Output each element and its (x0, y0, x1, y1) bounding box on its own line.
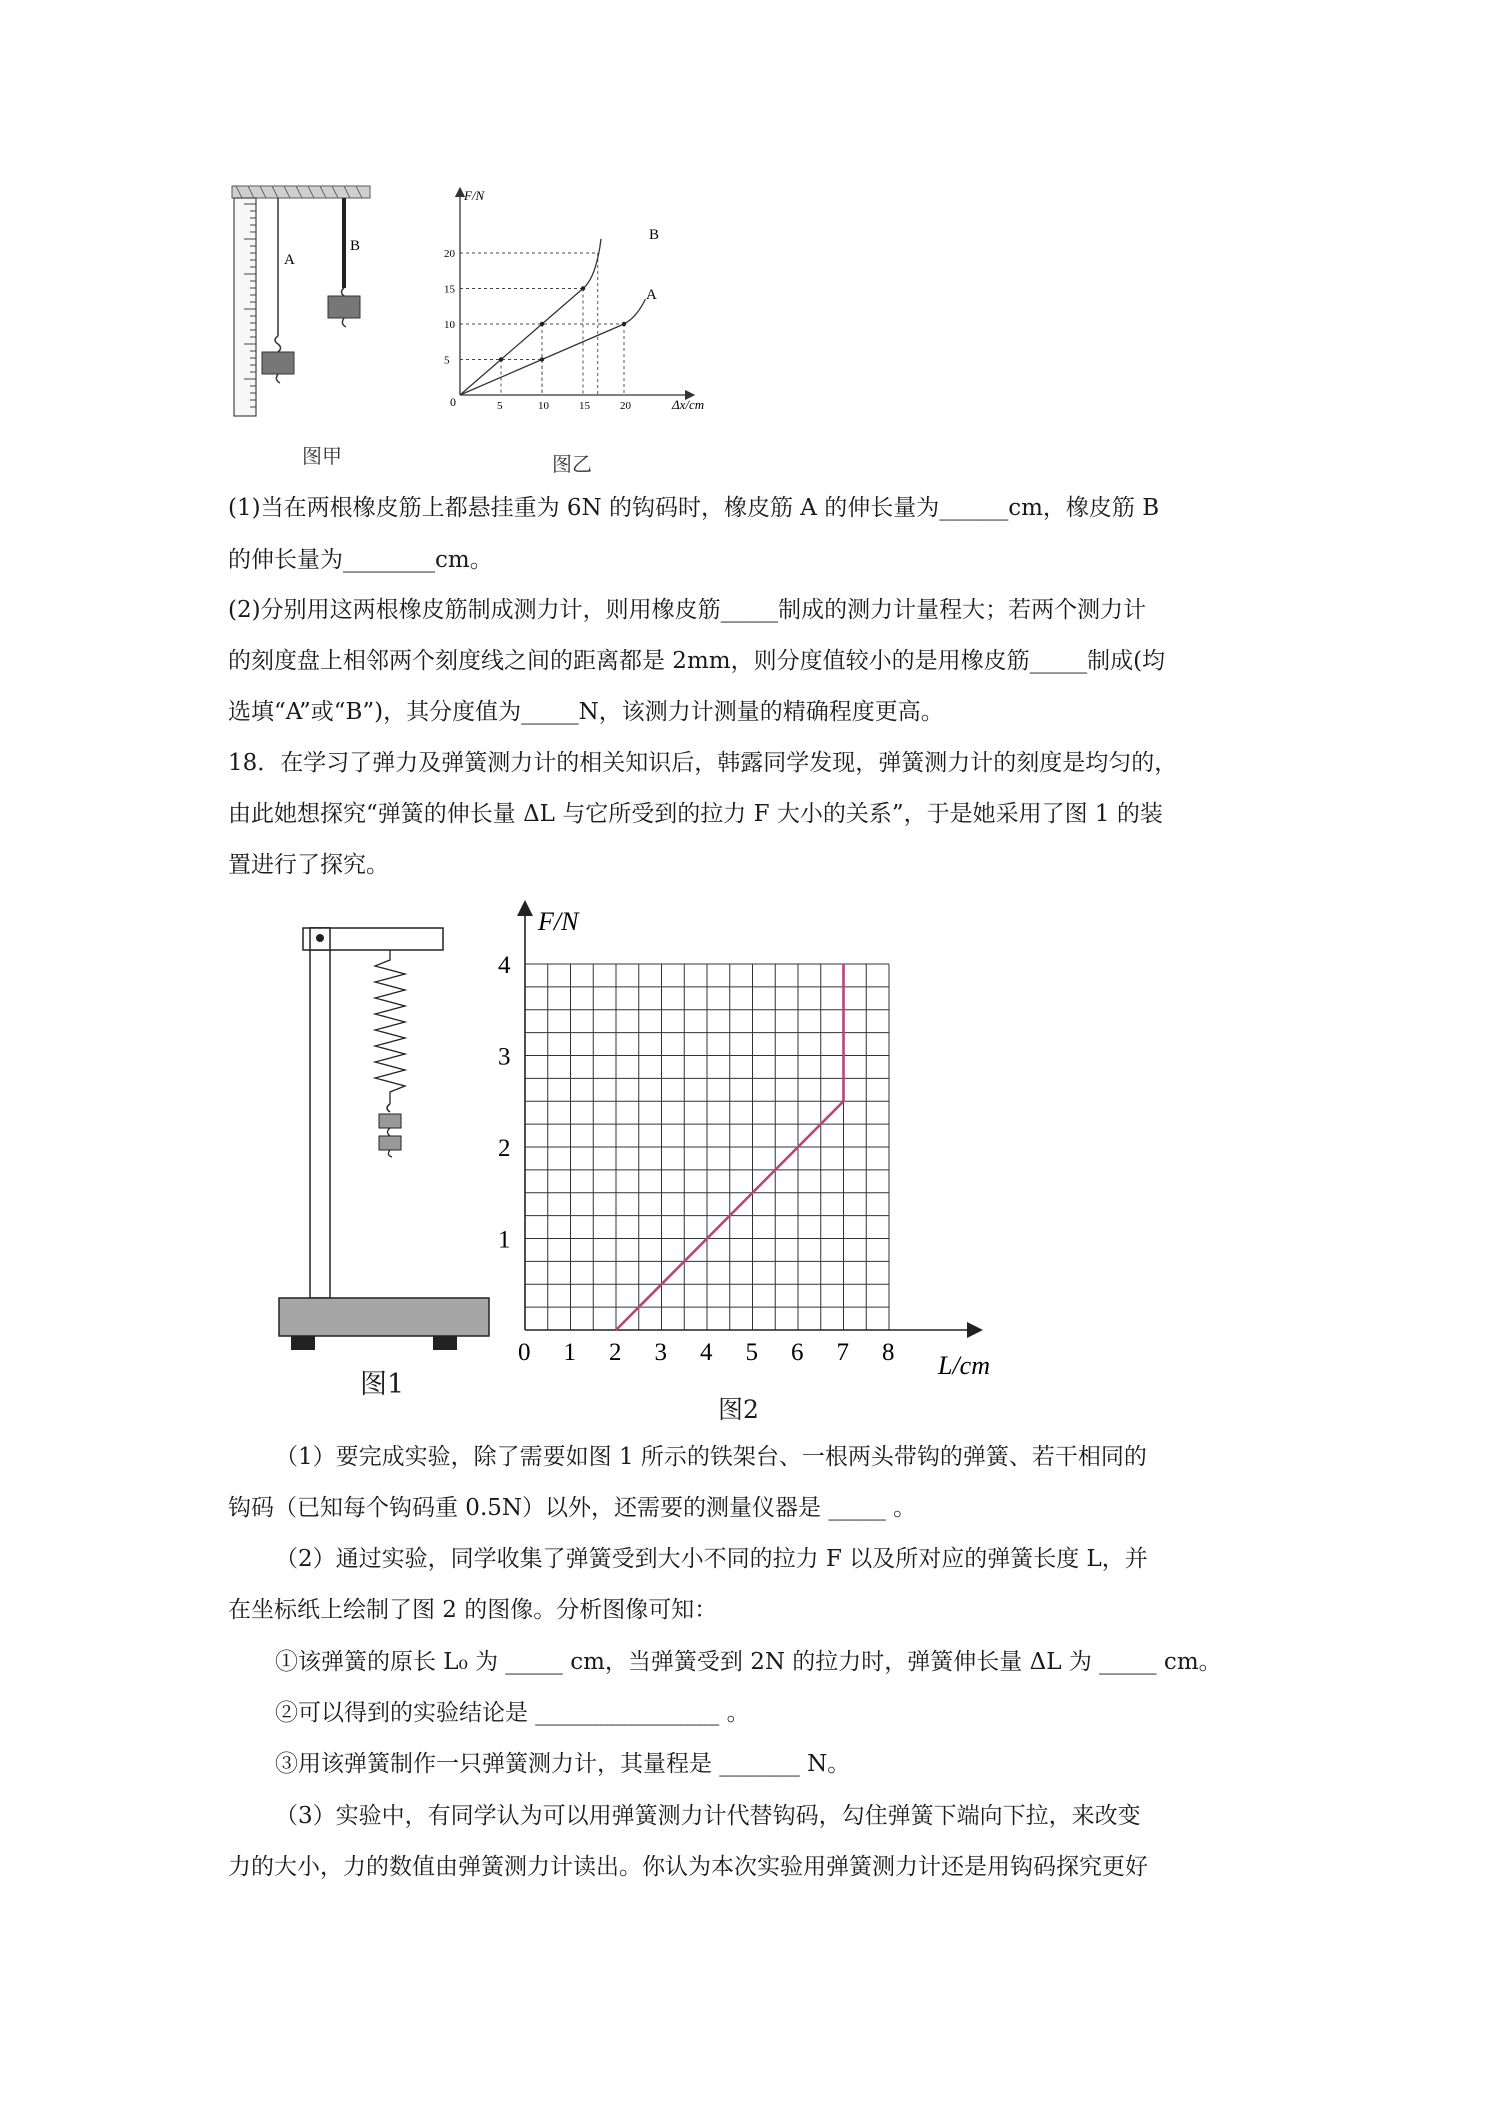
q17-part1-line2: 的伸长量为________cm。 (228, 547, 493, 573)
q17-part2-line1: (2)分别用这两根橡皮筋制成测力计，则用橡皮筋_____制成的测力计量程大；若两个测力计 (228, 597, 1147, 623)
yi-label-b: B (649, 227, 660, 243)
figure2-caption: 图2 (718, 1395, 759, 1424)
yi-label-a: A (646, 287, 657, 303)
q18-part3-line1: （3）实验中，有同学认为可以用弹簧测力计代替钩码，勾住弹簧下端向下拉，来改变 (275, 1803, 1141, 1829)
band-a-label: A (284, 252, 295, 268)
f2-xtick: 3 (654, 1339, 667, 1366)
q17-part2-line2: 的刻度盘上相邻两个刻度线之间的距离都是 2mm，则分度值较小的是用橡皮筋_____制成(均 (228, 648, 1166, 674)
yi-data-point (540, 322, 544, 326)
q18-part3-line2: 力的大小，力的数值由弹簧测力计读出。你认为本次实验用弹簧测力计还是用钩码探究更好 (228, 1854, 1148, 1880)
yi-data-point (499, 357, 503, 361)
figure-yi-caption: 图乙 (552, 452, 592, 476)
yi-ylabel: F/N (464, 188, 485, 203)
q18-part2-item1: ①该弹簧的原长 L₀ 为 _____ cm，当弹簧受到 2N 的拉力时，弹簧伸长量 ΔL 为 _____ cm。 (275, 1649, 1222, 1675)
band-b-label: B (350, 238, 361, 254)
line-b (460, 239, 601, 395)
yi-ytick: 15 (444, 283, 455, 296)
f2-ytick: 3 (498, 1043, 511, 1071)
f2-xtick: 2 (609, 1339, 622, 1366)
q18-line3: 置进行了探究。 (228, 852, 389, 878)
f2-xlabel: L/cm (938, 1351, 990, 1380)
f2-ytick: 2 (498, 1135, 511, 1162)
yi-xtick: 20 (620, 400, 631, 412)
line-a (460, 299, 645, 395)
yi-data-point (622, 322, 626, 326)
q18-line2: 由此她想探究“弹簧的伸长量 ΔL 与它所受到的拉力 F 大小的关系”，于是她采用了图 1 的装 (228, 801, 1163, 827)
q18-part1-line1: （1）要完成实验，除了需要如图 1 所示的铁架台、一根两头带钩的弹簧、若干相同的 (275, 1444, 1147, 1470)
yi-xlabel: Δx/cm (672, 397, 705, 412)
f2-xtick: 6 (791, 1339, 804, 1366)
yi-xtick: 5 (497, 400, 503, 412)
yi-xtick: 10 (538, 400, 549, 412)
q17-part2-line3: 选填“A”或“B”)，其分度值为_____N，该测力计测量的精确程度更高。 (228, 699, 944, 725)
f2-xtick: 8 (882, 1339, 895, 1366)
q17-part1-line1: (1)当在两根橡皮筋上都悬挂重为 6N 的钩码时，橡皮筋 A 的伸长量为______cm，橡皮筋 B (228, 495, 1160, 521)
figure2-graph (490, 900, 1020, 1390)
yi-xtick: 15 (579, 400, 590, 412)
yi-origin: 0 (450, 395, 456, 409)
f2-xtick: 5 (745, 1339, 758, 1366)
f2-xtick: 4 (700, 1339, 713, 1366)
q18-part2-line1: （2）通过实验，同学收集了弹簧受到大小不同的拉力 F 以及所对应的弹簧长度 L，并 (275, 1546, 1148, 1572)
f2-ytick: 4 (498, 952, 511, 979)
yi-ytick: 10 (444, 319, 455, 331)
q18-part2-line2: 在坐标纸上绘制了图 2 的图像。分析图像可知： (228, 1597, 718, 1623)
yi-data-point (581, 286, 585, 290)
figure-jia-apparatus (226, 184, 376, 424)
figure-jia-caption: 图甲 (302, 444, 342, 468)
f2-xtick: 7 (836, 1339, 849, 1366)
figure1-caption: 图1 (360, 1369, 405, 1400)
q18-part2-item2: ②可以得到的实验结论是 ________________ 。 (275, 1700, 750, 1726)
spring (375, 950, 405, 1104)
q18-part2-item3: ③用该弹簧制作一只弹簧测力计，其量程是 _______ N。 (275, 1751, 851, 1777)
f2-xtick: 1 (563, 1339, 576, 1366)
f2-ylabel: F/N (538, 907, 579, 936)
q18-line1: 18．在学习了弹力及弹簧测力计的相关知识后，韩露同学发现，弹簧测力计的刻度是均匀的， (228, 750, 1178, 776)
yi-ytick: 20 (444, 248, 455, 260)
figure-yi-graph (440, 184, 740, 414)
yi-ytick: 5 (444, 354, 450, 367)
q18-part1-line2: 钩码（已知每个钩码重 0.5N）以外，还需要的测量仪器是 _____ 。 (228, 1495, 917, 1521)
yi-data-point (540, 357, 544, 361)
f2-xtick: 0 (518, 1339, 531, 1366)
f2-ytick: 1 (498, 1226, 511, 1254)
figure1-iron-stand (275, 918, 495, 1358)
